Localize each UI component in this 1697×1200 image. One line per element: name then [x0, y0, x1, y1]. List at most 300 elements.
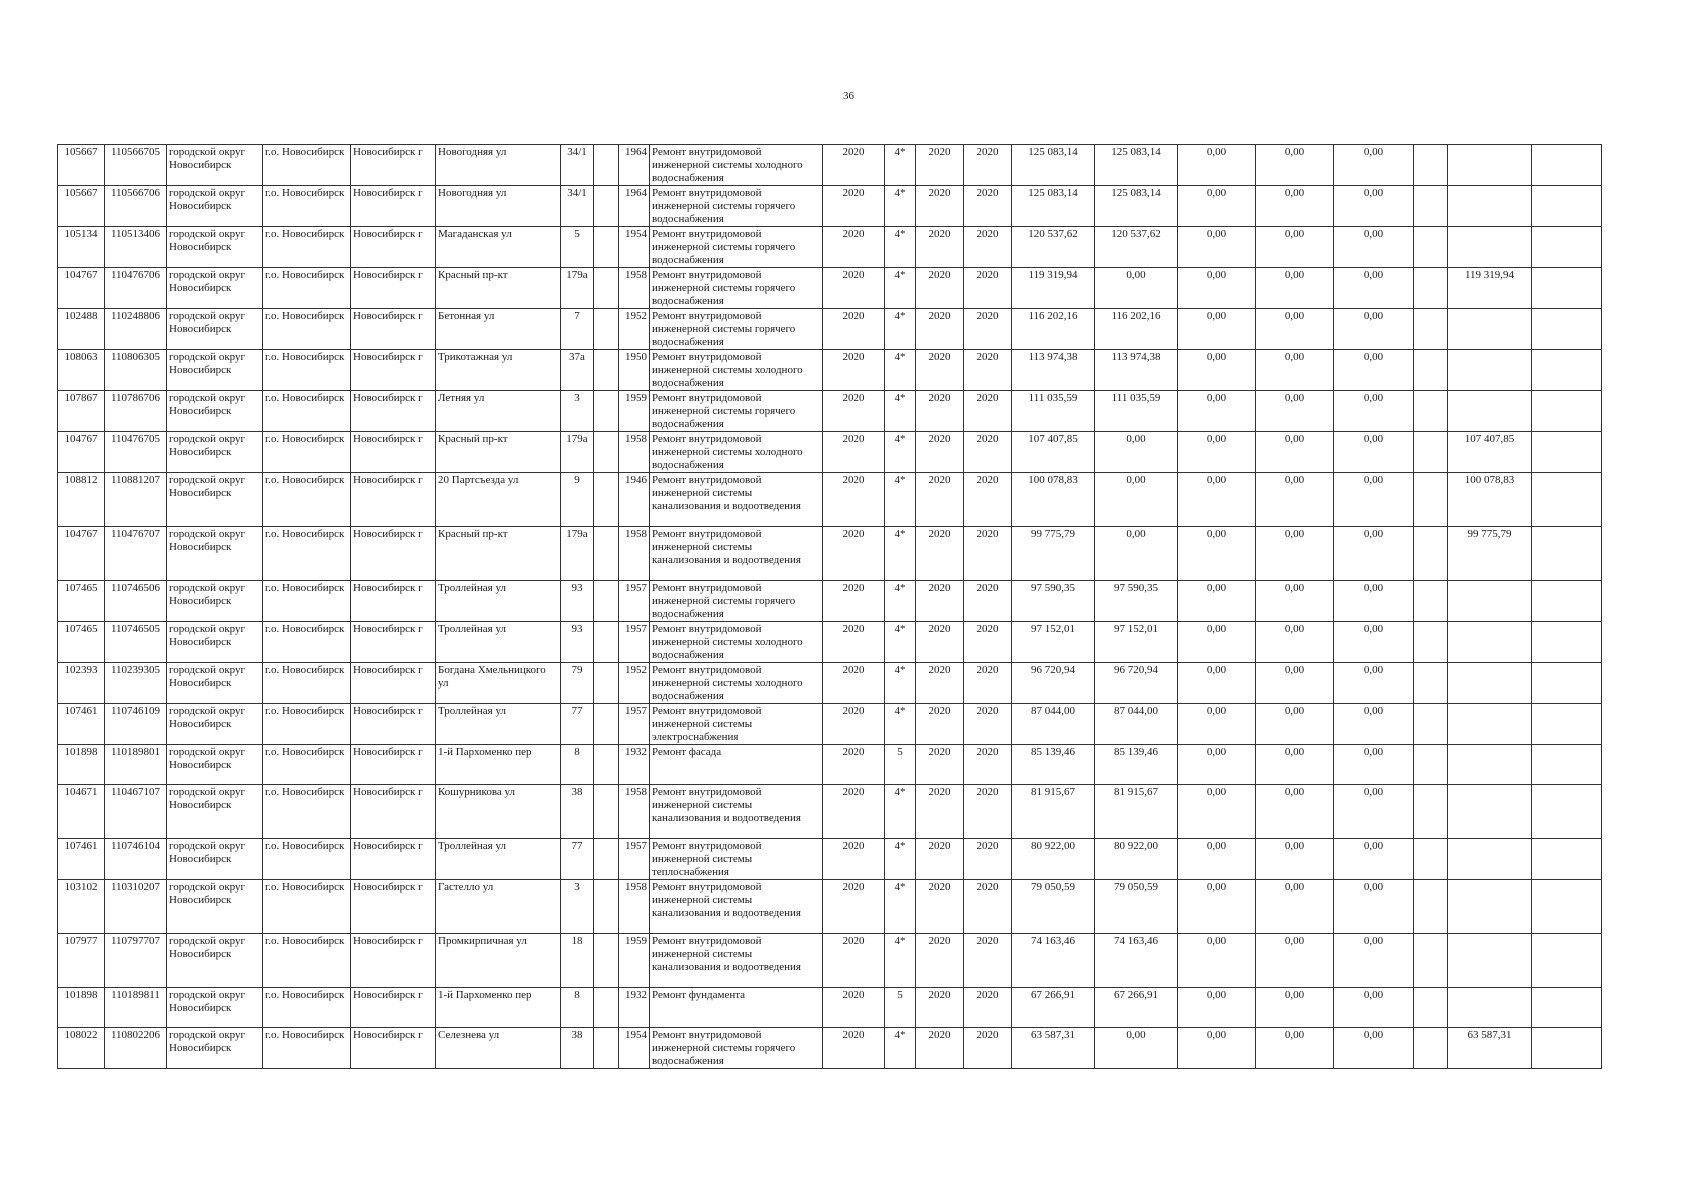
house-cell: 37а: [561, 350, 594, 391]
year-built-cell: 1958: [619, 880, 650, 934]
locality-cell: Новосибирск г: [351, 839, 436, 880]
other-funds-cell: [1448, 227, 1532, 268]
year-built-cell: 1958: [619, 785, 650, 839]
work-type-cell: Ремонт внутридомовой инженерной системы горячего водоснабжения: [650, 227, 823, 268]
corpus-cell: [594, 227, 619, 268]
source-4-cell: [1414, 391, 1448, 432]
corpus-cell: [594, 785, 619, 839]
corpus-cell: [594, 839, 619, 880]
row-id-cell: 108812: [58, 473, 105, 527]
year-end-cell: 2020: [964, 227, 1012, 268]
source-4-cell: [1414, 145, 1448, 186]
table-row: [58, 473, 1602, 527]
district-cell: г.о. Новосибирск: [263, 880, 351, 934]
row-id-cell: 107465: [58, 622, 105, 663]
locality-cell: Новосибирск г: [351, 432, 436, 473]
year-cell: 2020: [823, 309, 885, 350]
work-type-cell: Ремонт внутридомовой инженерной системы канализования и водоотведения: [650, 880, 823, 934]
table-row: [58, 988, 1602, 1028]
source-4-cell: [1414, 988, 1448, 1028]
row-code-cell: 110881207: [105, 473, 167, 527]
total-cost-cell: 107 407,85: [1012, 432, 1095, 473]
work-type-cell: Ремонт внутридомовой инженерной системы горячего водоснабжения: [650, 186, 823, 227]
year-built-cell: 1954: [619, 1028, 650, 1069]
source-2-cell: 0,00: [1256, 785, 1334, 839]
municipality-cell: городской округ Новосибирск: [167, 622, 263, 663]
locality-cell: Новосибирск г: [351, 704, 436, 745]
work-type-cell: Ремонт внутридомовой инженерной системы холодного водоснабжения: [650, 663, 823, 704]
table-row: [58, 309, 1602, 350]
street-cell: Магаданская ул: [436, 227, 561, 268]
source-1-cell: 0,00: [1178, 839, 1256, 880]
house-cell: 8: [561, 988, 594, 1028]
year-cell: 2020: [823, 785, 885, 839]
year-start-cell: 2020: [916, 186, 964, 227]
category-cell: 4*: [885, 309, 916, 350]
total-cost-cell: 99 775,79: [1012, 527, 1095, 581]
year-end-cell: 2020: [964, 527, 1012, 581]
year-end-cell: 2020: [964, 145, 1012, 186]
source-4-cell: [1414, 839, 1448, 880]
source-1-cell: 0,00: [1178, 934, 1256, 988]
year-start-cell: 2020: [916, 622, 964, 663]
total-cost-cell: 111 035,59: [1012, 391, 1095, 432]
category-cell: 4*: [885, 227, 916, 268]
extra-cell: [1532, 663, 1602, 704]
year-built-cell: 1957: [619, 622, 650, 663]
row-code-cell: 110806305: [105, 350, 167, 391]
row-id-cell: 101898: [58, 745, 105, 785]
work-type-cell: Ремонт внутридомовой инженерной системы холодного водоснабжения: [650, 145, 823, 186]
extra-cell: [1532, 880, 1602, 934]
category-cell: 4*: [885, 527, 916, 581]
work-type-cell: Ремонт фундамента: [650, 988, 823, 1028]
year-start-cell: 2020: [916, 527, 964, 581]
fund-cost-cell: 96 720,94: [1095, 663, 1178, 704]
source-2-cell: 0,00: [1256, 350, 1334, 391]
category-cell: 4*: [885, 145, 916, 186]
category-cell: 4*: [885, 622, 916, 663]
municipality-cell: городской округ Новосибирск: [167, 268, 263, 309]
table-row: [58, 350, 1602, 391]
source-4-cell: [1414, 432, 1448, 473]
district-cell: г.о. Новосибирск: [263, 581, 351, 622]
year-built-cell: 1957: [619, 581, 650, 622]
municipality-cell: городской округ Новосибирск: [167, 934, 263, 988]
fund-cost-cell: 81 915,67: [1095, 785, 1178, 839]
street-cell: Троллейная ул: [436, 581, 561, 622]
work-type-cell: Ремонт внутридомовой инженерной системы горячего водоснабжения: [650, 1028, 823, 1069]
street-cell: Новогодняя ул: [436, 186, 561, 227]
district-cell: г.о. Новосибирск: [263, 350, 351, 391]
source-2-cell: 0,00: [1256, 227, 1334, 268]
total-cost-cell: 85 139,46: [1012, 745, 1095, 785]
other-funds-cell: 119 319,94: [1448, 268, 1532, 309]
year-cell: 2020: [823, 186, 885, 227]
total-cost-cell: 81 915,67: [1012, 785, 1095, 839]
locality-cell: Новосибирск г: [351, 1028, 436, 1069]
year-cell: 2020: [823, 880, 885, 934]
table-row: [58, 663, 1602, 704]
row-code-cell: 110566705: [105, 145, 167, 186]
row-id-cell: 101898: [58, 988, 105, 1028]
source-2-cell: 0,00: [1256, 432, 1334, 473]
row-code-cell: 110746109: [105, 704, 167, 745]
other-funds-cell: [1448, 934, 1532, 988]
municipality-cell: городской округ Новосибирск: [167, 527, 263, 581]
source-1-cell: 0,00: [1178, 785, 1256, 839]
extra-cell: [1532, 785, 1602, 839]
district-cell: г.о. Новосибирск: [263, 704, 351, 745]
source-1-cell: 0,00: [1178, 622, 1256, 663]
street-cell: Трикотажная ул: [436, 350, 561, 391]
municipality-cell: городской округ Новосибирск: [167, 145, 263, 186]
municipality-cell: городской округ Новосибирск: [167, 473, 263, 527]
source-4-cell: [1414, 663, 1448, 704]
district-cell: г.о. Новосибирск: [263, 145, 351, 186]
row-code-cell: 110746506: [105, 581, 167, 622]
source-1-cell: 0,00: [1178, 350, 1256, 391]
other-funds-cell: [1448, 309, 1532, 350]
source-2-cell: 0,00: [1256, 622, 1334, 663]
total-cost-cell: 63 587,31: [1012, 1028, 1095, 1069]
fund-cost-cell: 0,00: [1095, 527, 1178, 581]
source-2-cell: 0,00: [1256, 839, 1334, 880]
district-cell: г.о. Новосибирск: [263, 839, 351, 880]
corpus-cell: [594, 622, 619, 663]
house-cell: 77: [561, 839, 594, 880]
category-cell: 4*: [885, 934, 916, 988]
other-funds-cell: [1448, 988, 1532, 1028]
source-1-cell: 0,00: [1178, 988, 1256, 1028]
municipality-cell: городской округ Новосибирск: [167, 581, 263, 622]
source-2-cell: 0,00: [1256, 268, 1334, 309]
corpus-cell: [594, 432, 619, 473]
category-cell: 4*: [885, 785, 916, 839]
locality-cell: Новосибирск г: [351, 988, 436, 1028]
street-cell: Новогодняя ул: [436, 145, 561, 186]
district-cell: г.о. Новосибирск: [263, 227, 351, 268]
locality-cell: Новосибирск г: [351, 350, 436, 391]
row-code-cell: 110189811: [105, 988, 167, 1028]
source-4-cell: [1414, 186, 1448, 227]
district-cell: г.о. Новосибирск: [263, 1028, 351, 1069]
year-start-cell: 2020: [916, 934, 964, 988]
source-1-cell: 0,00: [1178, 704, 1256, 745]
year-end-cell: 2020: [964, 309, 1012, 350]
year-cell: 2020: [823, 663, 885, 704]
source-2-cell: 0,00: [1256, 745, 1334, 785]
work-type-cell: Ремонт внутридомовой инженерной системы канализования и водоотведения: [650, 527, 823, 581]
source-1-cell: 0,00: [1178, 227, 1256, 268]
year-built-cell: 1946: [619, 473, 650, 527]
house-cell: 77: [561, 704, 594, 745]
work-type-cell: Ремонт внутридомовой инженерной системы холодного водоснабжения: [650, 622, 823, 663]
other-funds-cell: [1448, 145, 1532, 186]
table-body: [58, 145, 1602, 1069]
street-cell: Кошурникова ул: [436, 785, 561, 839]
year-start-cell: 2020: [916, 145, 964, 186]
total-cost-cell: 79 050,59: [1012, 880, 1095, 934]
total-cost-cell: 120 537,62: [1012, 227, 1095, 268]
district-cell: г.о. Новосибирск: [263, 622, 351, 663]
source-3-cell: 0,00: [1334, 186, 1414, 227]
year-start-cell: 2020: [916, 227, 964, 268]
source-1-cell: 0,00: [1178, 745, 1256, 785]
fund-cost-cell: 125 083,14: [1095, 186, 1178, 227]
other-funds-cell: [1448, 704, 1532, 745]
district-cell: г.о. Новосибирск: [263, 988, 351, 1028]
street-cell: Богдана Хмельницкого ул: [436, 663, 561, 704]
total-cost-cell: 74 163,46: [1012, 934, 1095, 988]
category-cell: 4*: [885, 1028, 916, 1069]
row-code-cell: 110476706: [105, 268, 167, 309]
year-end-cell: 2020: [964, 880, 1012, 934]
district-cell: г.о. Новосибирск: [263, 663, 351, 704]
table-row: [58, 527, 1602, 581]
house-cell: 7: [561, 309, 594, 350]
category-cell: 5: [885, 745, 916, 785]
row-id-cell: 105667: [58, 145, 105, 186]
municipality-cell: городской округ Новосибирск: [167, 1028, 263, 1069]
year-end-cell: 2020: [964, 745, 1012, 785]
source-4-cell: [1414, 745, 1448, 785]
other-funds-cell: [1448, 663, 1532, 704]
work-type-cell: Ремонт внутридомовой инженерной системы холодного водоснабжения: [650, 432, 823, 473]
municipality-cell: городской округ Новосибирск: [167, 186, 263, 227]
source-3-cell: 0,00: [1334, 145, 1414, 186]
category-cell: 4*: [885, 880, 916, 934]
year-cell: 2020: [823, 745, 885, 785]
row-id-cell: 104767: [58, 268, 105, 309]
municipality-cell: городской округ Новосибирск: [167, 227, 263, 268]
extra-cell: [1532, 839, 1602, 880]
row-id-cell: 105667: [58, 186, 105, 227]
extra-cell: [1532, 473, 1602, 527]
year-end-cell: 2020: [964, 268, 1012, 309]
year-built-cell: 1952: [619, 663, 650, 704]
work-type-cell: Ремонт фасада: [650, 745, 823, 785]
extra-cell: [1532, 227, 1602, 268]
source-3-cell: 0,00: [1334, 704, 1414, 745]
year-cell: 2020: [823, 988, 885, 1028]
category-cell: 4*: [885, 839, 916, 880]
fund-cost-cell: 85 139,46: [1095, 745, 1178, 785]
total-cost-cell: 97 590,35: [1012, 581, 1095, 622]
district-cell: г.о. Новосибирск: [263, 186, 351, 227]
fund-cost-cell: 111 035,59: [1095, 391, 1178, 432]
total-cost-cell: 97 152,01: [1012, 622, 1095, 663]
year-cell: 2020: [823, 839, 885, 880]
year-start-cell: 2020: [916, 988, 964, 1028]
municipality-cell: городской округ Новосибирск: [167, 309, 263, 350]
category-cell: 4*: [885, 350, 916, 391]
year-start-cell: 2020: [916, 1028, 964, 1069]
district-cell: г.о. Новосибирск: [263, 527, 351, 581]
corpus-cell: [594, 350, 619, 391]
year-end-cell: 2020: [964, 934, 1012, 988]
source-3-cell: 0,00: [1334, 268, 1414, 309]
total-cost-cell: 113 974,38: [1012, 350, 1095, 391]
locality-cell: Новосибирск г: [351, 268, 436, 309]
source-1-cell: 0,00: [1178, 186, 1256, 227]
repair-register-table: [57, 144, 1602, 1069]
source-4-cell: [1414, 350, 1448, 391]
year-cell: 2020: [823, 527, 885, 581]
source-2-cell: 0,00: [1256, 1028, 1334, 1069]
corpus-cell: [594, 880, 619, 934]
source-2-cell: 0,00: [1256, 663, 1334, 704]
source-4-cell: [1414, 268, 1448, 309]
source-1-cell: 0,00: [1178, 473, 1256, 527]
district-cell: г.о. Новосибирск: [263, 934, 351, 988]
extra-cell: [1532, 350, 1602, 391]
year-start-cell: 2020: [916, 268, 964, 309]
row-id-cell: 104767: [58, 432, 105, 473]
table-row: [58, 880, 1602, 934]
fund-cost-cell: 80 922,00: [1095, 839, 1178, 880]
house-cell: 3: [561, 880, 594, 934]
corpus-cell: [594, 663, 619, 704]
source-3-cell: 0,00: [1334, 745, 1414, 785]
other-funds-cell: 100 078,83: [1448, 473, 1532, 527]
table-row: [58, 934, 1602, 988]
street-cell: Красный пр-кт: [436, 527, 561, 581]
source-1-cell: 0,00: [1178, 432, 1256, 473]
table-row: [58, 839, 1602, 880]
work-type-cell: Ремонт внутридомовой инженерной системы холодного водоснабжения: [650, 350, 823, 391]
house-cell: 179а: [561, 268, 594, 309]
year-built-cell: 1932: [619, 988, 650, 1028]
street-cell: Бетонная ул: [436, 309, 561, 350]
year-start-cell: 2020: [916, 473, 964, 527]
corpus-cell: [594, 1028, 619, 1069]
extra-cell: [1532, 186, 1602, 227]
source-4-cell: [1414, 309, 1448, 350]
category-cell: 4*: [885, 186, 916, 227]
locality-cell: Новосибирск г: [351, 663, 436, 704]
year-start-cell: 2020: [916, 432, 964, 473]
year-built-cell: 1958: [619, 527, 650, 581]
source-2-cell: 0,00: [1256, 527, 1334, 581]
municipality-cell: городской округ Новосибирск: [167, 880, 263, 934]
row-id-cell: 102393: [58, 663, 105, 704]
source-4-cell: [1414, 527, 1448, 581]
table-row: [58, 227, 1602, 268]
fund-cost-cell: 0,00: [1095, 1028, 1178, 1069]
year-end-cell: 2020: [964, 839, 1012, 880]
corpus-cell: [594, 704, 619, 745]
district-cell: г.о. Новосибирск: [263, 785, 351, 839]
source-3-cell: 0,00: [1334, 227, 1414, 268]
fund-cost-cell: 0,00: [1095, 432, 1178, 473]
extra-cell: [1532, 581, 1602, 622]
extra-cell: [1532, 391, 1602, 432]
year-cell: 2020: [823, 432, 885, 473]
municipality-cell: городской округ Новосибирск: [167, 432, 263, 473]
source-2-cell: 0,00: [1256, 934, 1334, 988]
row-id-cell: 105134: [58, 227, 105, 268]
other-funds-cell: [1448, 186, 1532, 227]
work-type-cell: Ремонт внутридомовой инженерной системы канализования и водоотведения: [650, 785, 823, 839]
year-start-cell: 2020: [916, 350, 964, 391]
street-cell: Летняя ул: [436, 391, 561, 432]
municipality-cell: городской округ Новосибирск: [167, 785, 263, 839]
work-type-cell: Ремонт внутридомовой инженерной системы канализования и водоотведения: [650, 934, 823, 988]
municipality-cell: городской округ Новосибирск: [167, 704, 263, 745]
street-cell: Троллейная ул: [436, 839, 561, 880]
source-1-cell: 0,00: [1178, 268, 1256, 309]
municipality-cell: городской округ Новосибирск: [167, 745, 263, 785]
row-id-cell: 107461: [58, 839, 105, 880]
category-cell: 4*: [885, 473, 916, 527]
category-cell: 4*: [885, 663, 916, 704]
year-end-cell: 2020: [964, 350, 1012, 391]
year-cell: 2020: [823, 473, 885, 527]
house-cell: 179а: [561, 432, 594, 473]
year-end-cell: 2020: [964, 432, 1012, 473]
row-id-cell: 107465: [58, 581, 105, 622]
year-built-cell: 1964: [619, 186, 650, 227]
locality-cell: Новосибирск г: [351, 473, 436, 527]
row-code-cell: 110797707: [105, 934, 167, 988]
extra-cell: [1532, 622, 1602, 663]
row-code-cell: 110476705: [105, 432, 167, 473]
category-cell: 4*: [885, 391, 916, 432]
year-start-cell: 2020: [916, 391, 964, 432]
year-start-cell: 2020: [916, 839, 964, 880]
corpus-cell: [594, 473, 619, 527]
extra-cell: [1532, 745, 1602, 785]
house-cell: 93: [561, 622, 594, 663]
row-id-cell: 108063: [58, 350, 105, 391]
street-cell: 20 Партсъезда ул: [436, 473, 561, 527]
fund-cost-cell: 79 050,59: [1095, 880, 1178, 934]
district-cell: г.о. Новосибирск: [263, 309, 351, 350]
row-code-cell: 110476707: [105, 527, 167, 581]
row-code-cell: 110513406: [105, 227, 167, 268]
work-type-cell: Ремонт внутридомовой инженерной системы горячего водоснабжения: [650, 391, 823, 432]
source-4-cell: [1414, 622, 1448, 663]
year-cell: 2020: [823, 268, 885, 309]
category-cell: 4*: [885, 432, 916, 473]
year-end-cell: 2020: [964, 663, 1012, 704]
table-row: [58, 785, 1602, 839]
other-funds-cell: 99 775,79: [1448, 527, 1532, 581]
municipality-cell: городской округ Новосибирск: [167, 663, 263, 704]
source-4-cell: [1414, 880, 1448, 934]
year-cell: 2020: [823, 934, 885, 988]
extra-cell: [1532, 1028, 1602, 1069]
corpus-cell: [594, 581, 619, 622]
house-cell: 9: [561, 473, 594, 527]
source-1-cell: 0,00: [1178, 880, 1256, 934]
total-cost-cell: 87 044,00: [1012, 704, 1095, 745]
municipality-cell: городской округ Новосибирск: [167, 350, 263, 391]
other-funds-cell: [1448, 785, 1532, 839]
table-row: [58, 745, 1602, 785]
year-built-cell: 1954: [619, 227, 650, 268]
row-code-cell: 110239305: [105, 663, 167, 704]
table-row: [58, 391, 1602, 432]
source-4-cell: [1414, 785, 1448, 839]
street-cell: 1-й Пархоменко пер: [436, 745, 561, 785]
year-start-cell: 2020: [916, 663, 964, 704]
other-funds-cell: [1448, 350, 1532, 391]
street-cell: Троллейная ул: [436, 704, 561, 745]
year-built-cell: 1959: [619, 934, 650, 988]
source-4-cell: [1414, 934, 1448, 988]
